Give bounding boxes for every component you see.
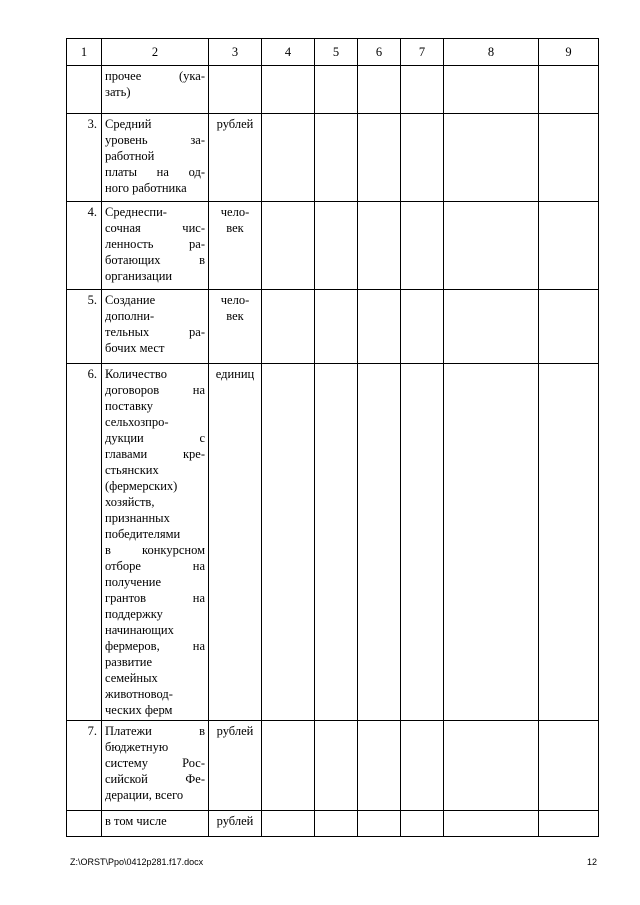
report-table	[66, 38, 599, 837]
column-header: 2	[102, 39, 209, 66]
value-cell	[358, 364, 401, 721]
value-cell	[401, 721, 444, 811]
footer-page-number: 12	[587, 857, 598, 867]
value-cell	[444, 290, 539, 364]
value-cell	[444, 721, 539, 811]
value-cell	[401, 290, 444, 364]
indicator-name: Среднеспи- сочная чис- ленность ра- ботающих в организации	[102, 202, 209, 290]
column-header: 3	[209, 39, 262, 66]
value-cell	[358, 721, 401, 811]
row-number: 6.	[67, 364, 102, 721]
value-cell	[401, 364, 444, 721]
value-cell	[444, 66, 539, 114]
table-row	[67, 290, 599, 364]
value-cell	[262, 202, 315, 290]
column-header: 1	[67, 39, 102, 66]
column-header: 8	[444, 39, 539, 66]
value-cell	[315, 114, 358, 202]
column-header: 7	[401, 39, 444, 66]
value-cell	[262, 114, 315, 202]
indicator-name: Количество договоров на поставку сельхозпро- дукции с главами кре- стьянских (фермерских) хозяйств, признанных победителями в конкурсном отборе на получение грантов на поддержку начинающих фермеров, на развитие семейных животновод- ческих ферм	[102, 364, 209, 721]
value-cell	[358, 202, 401, 290]
unit-of-measure: единиц	[209, 364, 262, 721]
table-row	[67, 811, 599, 837]
row-number	[67, 66, 102, 114]
value-cell	[539, 66, 599, 114]
value-cell	[262, 364, 315, 721]
unit-of-measure: чело- век	[209, 202, 262, 290]
value-cell	[262, 811, 315, 837]
value-cell	[315, 202, 358, 290]
unit-of-measure: рублей	[209, 721, 262, 811]
column-header: 5	[315, 39, 358, 66]
value-cell	[315, 364, 358, 721]
row-number: 7.	[67, 721, 102, 811]
value-cell	[539, 114, 599, 202]
indicator-name: в том числе	[102, 811, 209, 837]
unit-of-measure: рублей	[209, 811, 262, 837]
table-row	[67, 721, 599, 811]
table-row	[67, 364, 599, 721]
value-cell	[444, 202, 539, 290]
indicator-name: Средний уровень за- работной платы на од- ного работника	[102, 114, 209, 202]
unit-of-measure: чело- век	[209, 290, 262, 364]
value-cell	[358, 114, 401, 202]
value-cell	[444, 811, 539, 837]
row-number: 4.	[67, 202, 102, 290]
value-cell	[358, 290, 401, 364]
table-row	[67, 114, 599, 202]
value-cell	[539, 202, 599, 290]
column-header: 6	[358, 39, 401, 66]
table-row	[67, 66, 599, 114]
indicator-name: прочее (ука- зать)	[102, 66, 209, 114]
value-cell	[539, 811, 599, 837]
unit-of-measure: рублей	[209, 114, 262, 202]
value-cell	[315, 66, 358, 114]
value-cell	[262, 721, 315, 811]
value-cell	[315, 811, 358, 837]
indicator-name: Создание дополни- тельных ра- бочих мест	[102, 290, 209, 364]
value-cell	[401, 66, 444, 114]
value-cell	[401, 202, 444, 290]
row-number	[67, 811, 102, 837]
column-header: 4	[262, 39, 315, 66]
value-cell	[358, 66, 401, 114]
indicator-name: Платежи в бюджетную систему Рос- сийской Фе- дерации, всего	[102, 721, 209, 811]
value-cell	[401, 114, 444, 202]
value-cell	[539, 721, 599, 811]
value-cell	[262, 66, 315, 114]
row-number: 3.	[67, 114, 102, 202]
unit-of-measure	[209, 66, 262, 114]
column-header: 9	[539, 39, 599, 66]
value-cell	[444, 114, 539, 202]
value-cell	[539, 364, 599, 721]
table-row	[67, 202, 599, 290]
table-header-row	[67, 39, 599, 66]
footer-file-path: Z:\ORST\Ppo\0412p281.f17.docx	[70, 857, 204, 867]
value-cell	[262, 290, 315, 364]
value-cell	[401, 811, 444, 837]
row-number: 5.	[67, 290, 102, 364]
value-cell	[315, 290, 358, 364]
value-cell	[315, 721, 358, 811]
value-cell	[444, 364, 539, 721]
value-cell	[539, 290, 599, 364]
value-cell	[358, 811, 401, 837]
